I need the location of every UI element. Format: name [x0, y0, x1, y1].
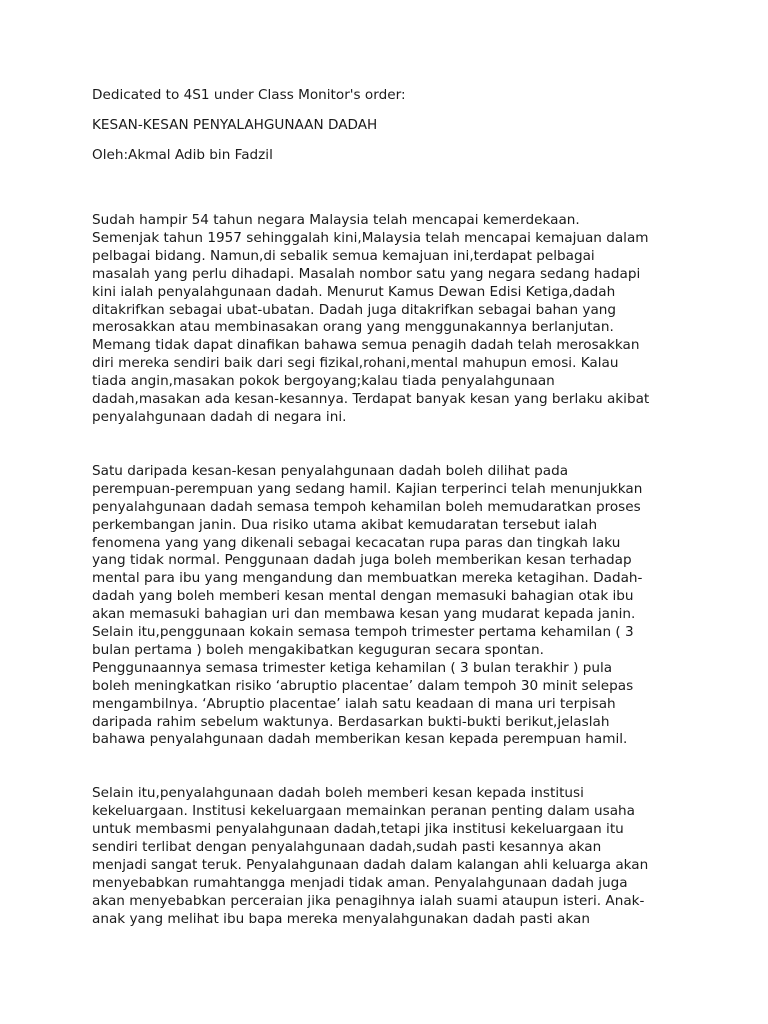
text-line: pelbagai bidang. Namun,di sebalik semua kemajuan ini,terdapat pelbagai [92, 247, 595, 264]
text-line: Semenjak tahun 1957 sehinggalah kini,Malaysia telah mencapai kemajuan dalam [92, 229, 649, 246]
text-line: Selain itu,penyalahgunaan dadah boleh memberi kesan kepada institusi [92, 785, 584, 802]
text-line: menjadi sangat teruk. Penyalahgunaan dadah dalam kalangan ahli keluarga akan [92, 857, 649, 873]
text-line: menyebabkan rumahtangga menjadi tidak aman. Penyalahgunaan dadah juga [92, 874, 628, 891]
dedication-line: Dedicated to 4S1 under Class Monitor's order: [92, 87, 406, 103]
text-line: perempuan-perempuan yang sedang hamil. Kajian terperinci telah menunjukkan [92, 480, 643, 497]
text-line: merosakkan atau membinasakan orang yang menggunakannya berlanjutan. [92, 319, 614, 336]
text-line: dadah yang boleh memberi kesan mental dengan memasuki bahagian otak ibu [92, 588, 634, 605]
paragraph-introduction [92, 212, 688, 427]
text-line: yang tidak normal. Penggunaan dadah juga boleh memberikan kesan terhadap [92, 552, 632, 569]
text-line: untuk membasmi penyalahgunaan dadah,tetapi jika institusi kekeluargaan itu [92, 821, 624, 838]
text-line: dadah,masakan ada kesan-kesannya. Terdapat banyak kesan yang berlaku akibat [92, 391, 650, 408]
text-line: sendiri terlibat dengan penyalahgunaan dadah,sudah pasti kesannya akan [92, 839, 602, 856]
text-line: perkembangan janin. Dua risiko utama akibat kemudaratan tersebut ialah [92, 516, 598, 533]
text-line: Penggunaannya semasa trimester ketiga kehamilan ( 3 bulan terakhir ) pula [92, 659, 613, 676]
document-title: KESAN-KESAN PENYALAHGUNAAN DADAH [92, 117, 378, 133]
text-line: penyalahgunaan dadah semasa tempoh kehamilan boleh memudaratkan proses [92, 498, 641, 515]
document-page [92, 86, 688, 929]
text-line: penyalahgunaan dadah di negara ini. [92, 408, 347, 425]
text-line: Satu daripada kesan-kesan penyalahgunaan dadah boleh dilihat pada [92, 462, 569, 479]
text-line: daripada rahim sebelum waktunya. Berdasarkan bukti-bukti berikut,jelaslah [92, 713, 610, 730]
text-line: masalah yang perlu dihadapi. Masalah nombor satu yang negara sedang hadapi [92, 265, 641, 282]
text-line: boleh meningkatkan risiko ‘abruptio placentae’ dalam tempoh 30 minit selepas [92, 677, 634, 694]
text-line: kini ialah penyalahgunaan dadah. Menurut Kamus Dewan Edisi Ketiga,dadah [92, 283, 616, 300]
text-line: bahawa penyalahgunaan dadah memberikan kesan kepada perempuan hamil. [92, 731, 628, 748]
text-line: anak yang melihat ibu bapa mereka menyalahgunakan dadah pasti akan [92, 910, 590, 927]
text-line: kekeluargaan. Institusi kekeluargaan memainkan peranan penting dalam usaha [92, 803, 636, 820]
text-line: mengambilnya. ‘Abruptio placentae’ ialah satu keadaan di mana uri terpisah [92, 695, 616, 712]
text-line: akan menyebabkan perceraian jika penagihnya ialah suami ataupun isteri. Anak- [92, 892, 645, 909]
paragraph-family-institution [92, 785, 688, 928]
text-line: mental para ibu yang mengandung dan membuatkan mereka ketagihan. Dadah- [92, 570, 643, 587]
text-line: Memang tidak dapat dinafikan bahawa semua penagih dadah telah merosakkan [92, 337, 640, 354]
text-line: ditakrifkan sebagai ubat-ubatan. Dadah juga ditakrifkan sebagai bahan yang [92, 301, 617, 318]
text-line: diri mereka sendiri baik dari segi fizikal,rohani,mental mahupun emosi. Kalau [92, 355, 619, 372]
text-line: akan memasuki bahagian uri dan membawa kesan yang mudarat kepada janin. [92, 606, 636, 623]
text-line: Sudah hampir 54 tahun negara Malaysia telah mencapai kemerdekaan. [92, 212, 580, 228]
text-line: bulan pertama ) boleh mengakibatkan keguguran secara spontan. [92, 641, 544, 658]
paragraph-pregnant-women [92, 463, 688, 750]
text-line: tiada angin,masakan pokok bergoyang;kalau tiada penyalahgunaan [92, 373, 555, 390]
text-line: Selain itu,penggunaan kokain semasa tempoh trimester pertama kehamilan ( 3 [92, 624, 634, 641]
author-line: Oleh:Akmal Adib bin Fadzil [92, 147, 273, 163]
text-line: fenomena yang yang dikenali sebagai kecacatan rupa paras dan tingkah laku [92, 534, 621, 551]
